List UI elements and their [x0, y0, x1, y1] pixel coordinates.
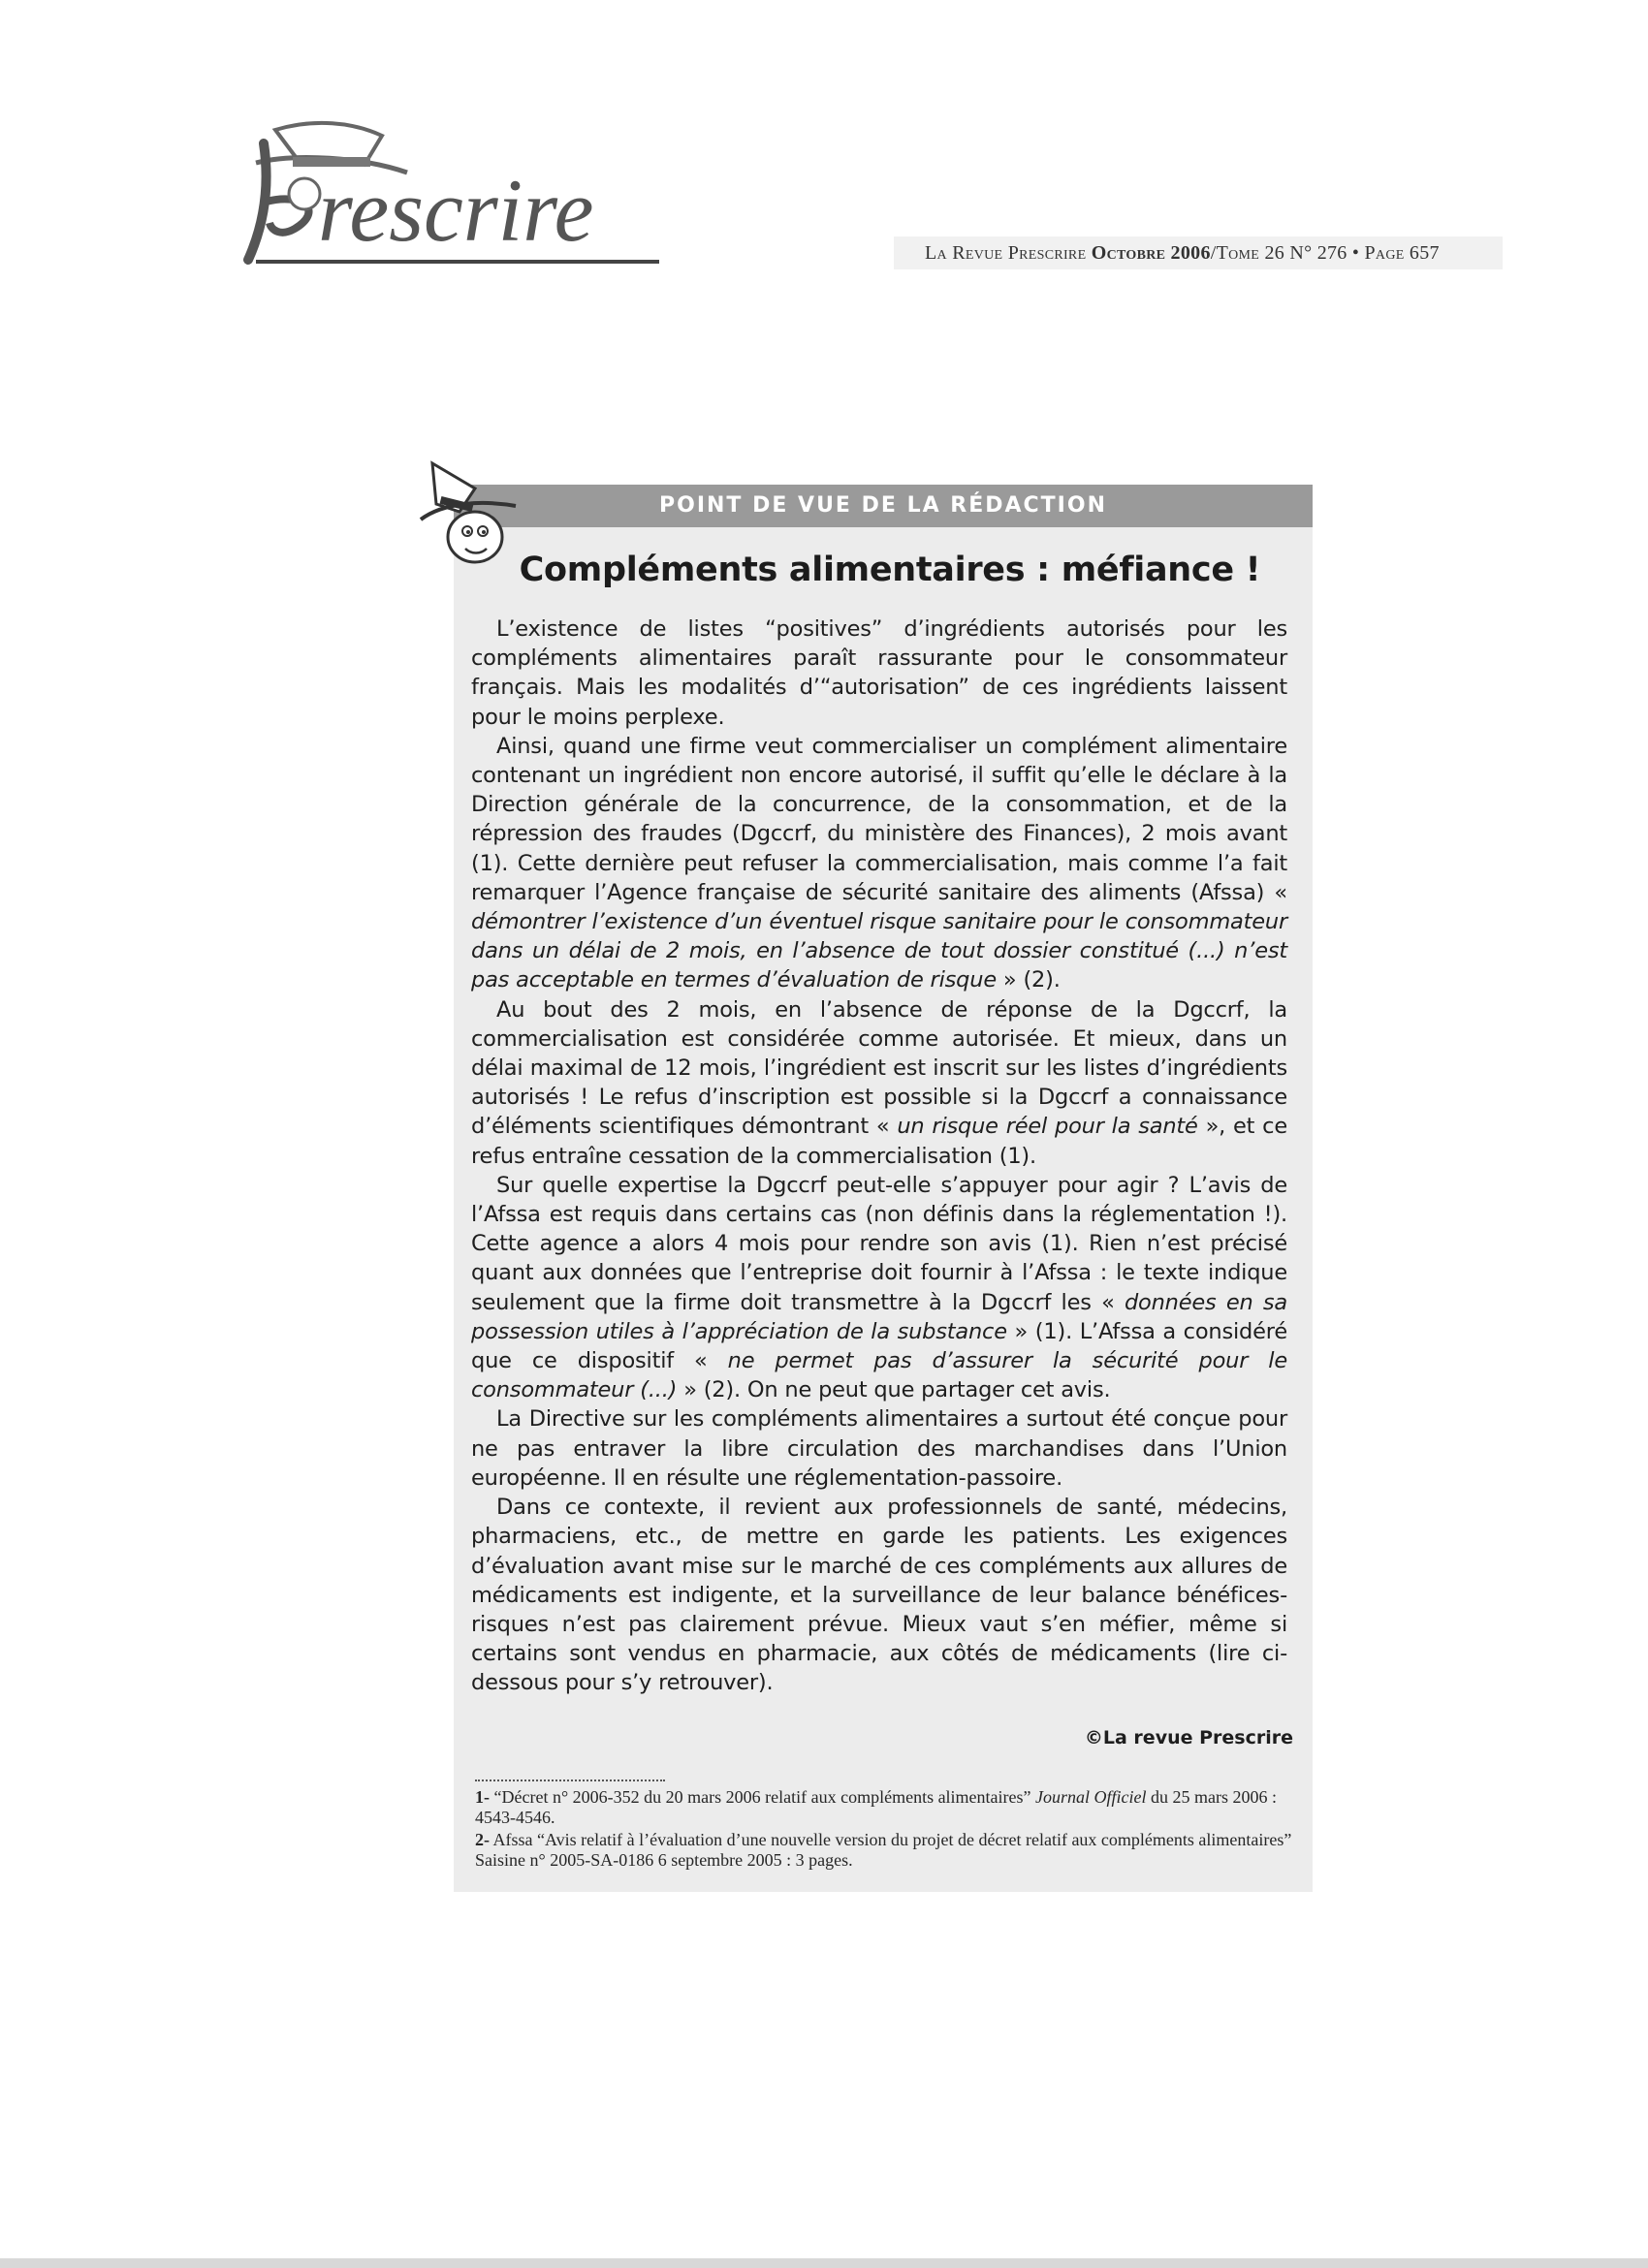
section-banner: POINT DE VUE DE LA RÉDACTION	[454, 485, 1313, 527]
scan-edge	[0, 2258, 1648, 2268]
reference-2: 2- Afssa “Avis relatif à l’évaluation d’une nouvelle version du projet de décret relatif aux compléments alimentaires” Saisine n° 2005-SA-0186 6 septembre 2005 : 3 pages.	[475, 1830, 1292, 1870]
reference-1: 1- “Décret n° 2006-352 du 20 mars 2006 relatif aux compléments alimentaires” Journal Officiel du 25 mars 2006 : 4543-4546.	[475, 1787, 1278, 1827]
mascot-icon	[415, 456, 522, 572]
paragraph-1: L’existence de listes “positives” d’ingrédients autorisés pour les compléments alimentaires paraît rassurante pour le consommateur français. Mais les modalités d’“autorisation” de ces ingrédients laissent pour le moins perplexe.	[471, 616, 1287, 730]
article-body	[471, 614, 1287, 1698]
references	[475, 1787, 1293, 1873]
paragraph-2: Ainsi, quand une firme veut commercialiser un complément alimentaire contenant un ingrédient non encore autorisé, il suffit qu’elle le déclare à la Direction générale de la concurrence, de la consommation, et de la répression des fraudes (Dgccrf, du ministère des Finances), 2 mois avant (1). Cette dernière peut refuser la commercialisation, mais comme l’a fait remarquer l’Agence française de sécurité sanitaire des aliments (Afssa) « démontrer l’existence d’un éventuel risque sanitaire pour le consommateur dans un délai de 2 mois, en l’absence de tout dossier constitué (...) n’est pas acceptable en termes d’évaluation de risque » (2).	[471, 733, 1287, 993]
paragraph-5: La Directive sur les compléments alimentaires a surtout été conçue pour ne pas entraver la libre circulation des marchandises dans l’Union européenne. Il en résulte une réglementation-passoire.	[471, 1406, 1287, 1491]
issue-volume: /Tome 26 N° 276 • Page 657	[1210, 242, 1440, 264]
editorial-box	[454, 485, 1313, 1892]
issue-line	[894, 236, 1503, 269]
logo-lettering: rescrire	[318, 161, 594, 260]
references-divider	[475, 1780, 665, 1781]
issue-journal: La Revue Prescrire	[925, 242, 1087, 264]
article-title: Compléments alimentaires : méfiance !	[519, 551, 1261, 589]
paragraph-4: Sur quelle expertise la Dgccrf peut-elle s’appuyer pour agir ? L’avis de l’Afssa est requis dans certains cas (non définis dans la réglementation !). Cette agence a alors 4 mois pour rendre son avis (1). Rien n’est précisé quant aux données que l’entreprise doit fournir à l’Afssa : le texte indique seulement que la firme doit transmettre à la Dgccrf les « données en sa possession utiles à l’appréciation de la substance » (1). L’Afssa a considéré que ce dispositif « ne permet pas d’assurer la sécurité pour le consommateur (...) » (2). On ne peut que partager cet avis.	[471, 1172, 1287, 1403]
article-credit: ©La revue Prescrire	[1084, 1727, 1293, 1748]
issue-date: Octobre 2006	[1091, 242, 1211, 264]
paragraph-6: Dans ce contexte, il revient aux professionnels de santé, médecins, pharmaciens, etc., de mettre en garde les patients. Les exigences d’évaluation avant mise sur le marché de ces compléments aux allures de médicaments est indigente, et la surveillance de leur balance bénéfices-risques n’est pas clairement prévue. Mieux vaut s’en méfier, même si certains sont vendus en pharmacie, aux côtés de médicaments (lire ci-dessous pour s’y retrouver).	[471, 1495, 1287, 1696]
prescrire-logo	[237, 114, 663, 269]
paragraph-3: Au bout des 2 mois, en l’absence de réponse de la Dgccrf, la commercialisation est considérée comme autorisée. Et mieux, dans un délai maximal de 12 mois, l’ingrédient est inscrit sur les listes d’ingrédients autorisés ! Le refus d’inscription est possible si la Dgccrf a connaissance d’éléments scientifiques démontrant « un risque réel pour la santé », et ce refus entraîne cessation de la commercialisation (1).	[471, 996, 1287, 1169]
